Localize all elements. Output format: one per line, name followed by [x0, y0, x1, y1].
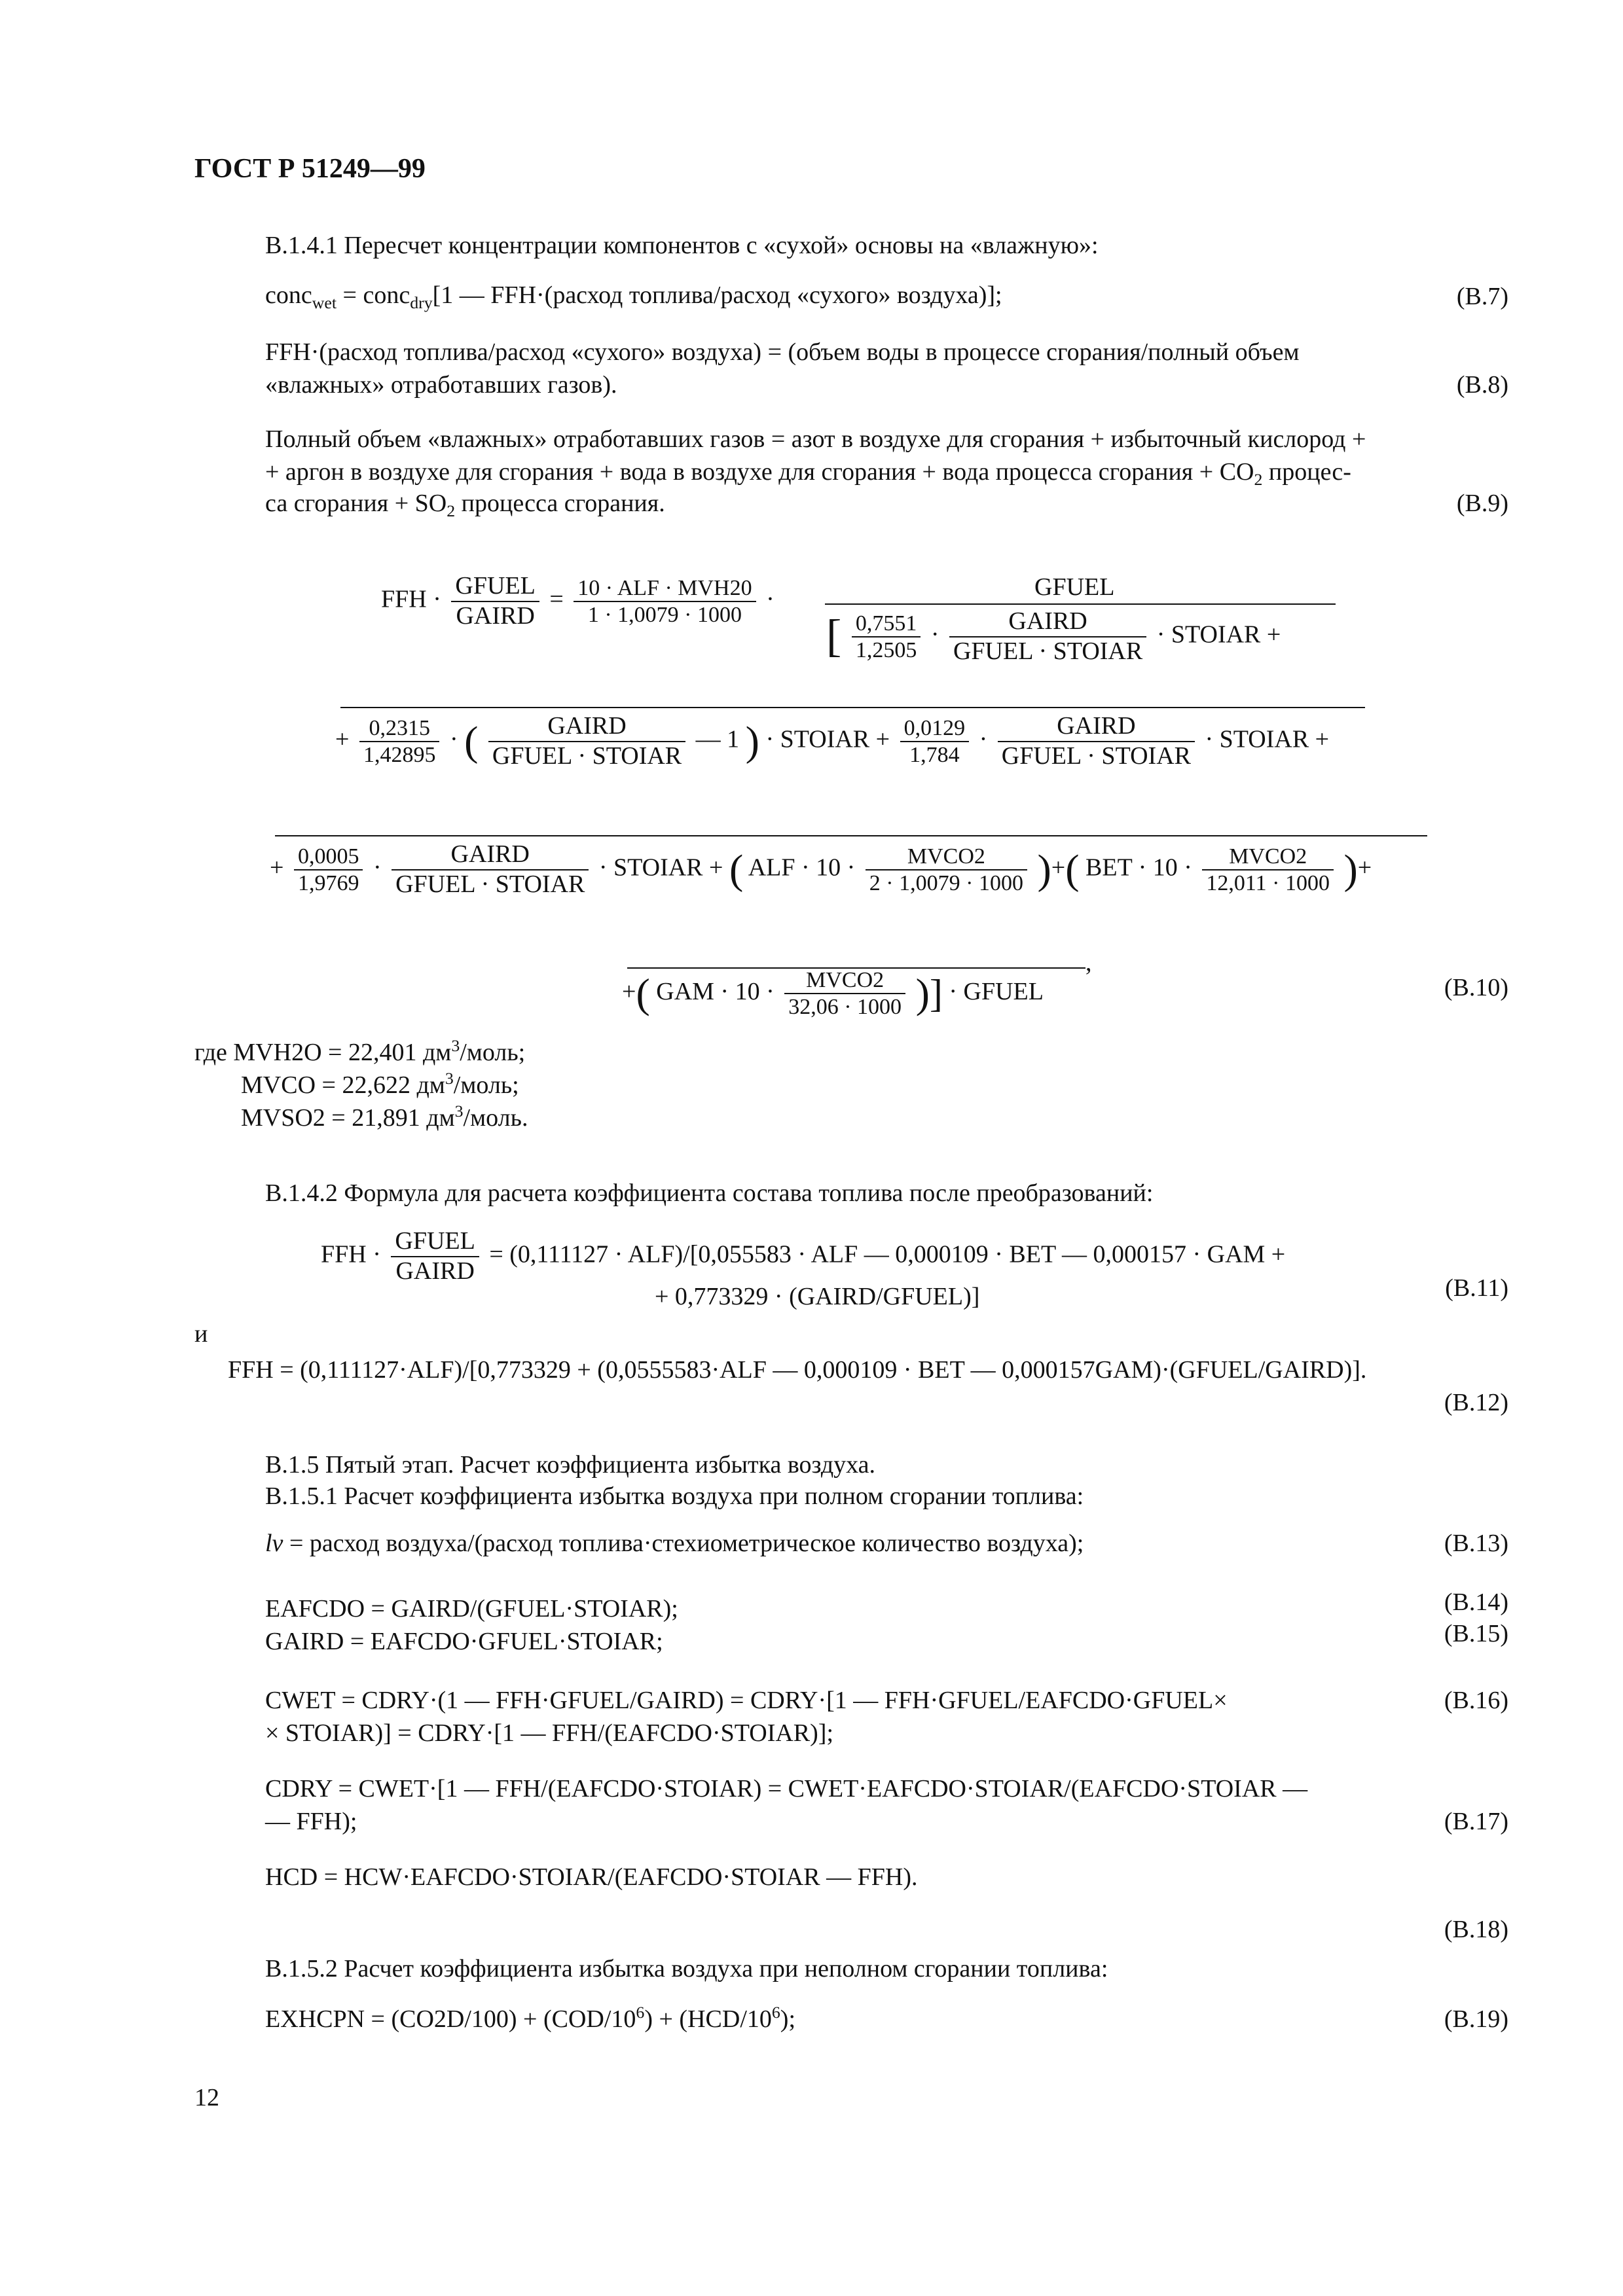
frac-den: 2 · 1,0079 · 1000 [869, 870, 1023, 895]
eq-b11-fraction [391, 1227, 479, 1285]
eq-b7-mid-sub: dry [410, 293, 433, 312]
frac-den: GFUEL · STOIAR [395, 870, 585, 898]
eq-b10-continuation-bar-2 [275, 835, 1427, 836]
eq-b7-lhs: conc [265, 281, 312, 309]
frac-num: MVCO2 [866, 844, 1027, 870]
frac-den: 32,06 · 1000 [788, 995, 902, 1020]
gaird-gfuel-stoiar-fraction-2 [488, 712, 685, 770]
eq-b11-line2: + 0,773329 · (GAIRD/GFUEL)] [655, 1283, 980, 1310]
eq-b10-ffh: FFH [381, 585, 427, 613]
frac-num: GAIRD [488, 712, 685, 742]
eq-b9-line3b: процесса сгорания. [455, 490, 665, 517]
gaird-gfuel-stoiar-fraction-4 [392, 840, 589, 899]
eq-b19-a: EXHCPN = (CO2D/100) + (COD/10 [265, 2005, 636, 2033]
eq-b11-rhs: = (0,111127 · ALF)/[0,055583 · ALF — 0,000109 · BET — 0,000157 · GAM + [489, 1240, 1286, 1268]
plus: + [622, 977, 636, 1005]
where-mvco-text: MVCO = 22,622 дм [241, 1071, 445, 1099]
eq-b14-tag: (В.14) [1444, 1588, 1508, 1616]
frac-num: 0,7551 [852, 611, 921, 637]
plus: + [709, 853, 723, 882]
eq-b9-line2b: процес- [1262, 458, 1351, 486]
mvco2-bet-fraction [1202, 844, 1334, 896]
stoiar-plus: STOIAR + [1219, 725, 1330, 753]
eq-b10-dot: · [433, 585, 441, 613]
sup-3: 3 [451, 1035, 460, 1055]
frac-den: GFUEL · STOIAR [1001, 742, 1191, 770]
gaird-gfuel-stoiar-fraction [949, 607, 1146, 666]
eq-b17-tag: (В.17) [1444, 1808, 1508, 1835]
unit: /моль. [463, 1104, 528, 1132]
eq-b10-row2 [335, 712, 1329, 770]
sup-3: 3 [454, 1101, 464, 1121]
frac-num: GFUEL [451, 572, 539, 602]
frac-den: 1 · 1,0079 · 1000 [587, 602, 742, 627]
eq-b17-line1: CDRY = CWET·[1 — FFH/(EAFCDO·STOIAR) = CWET·EAFCDO·STOIAR/(EAFCDO·STOIAR — [265, 1775, 1308, 1803]
dot: · [979, 725, 988, 753]
eq-b12-tag: (В.12) [1444, 1389, 1508, 1416]
eq-b10-comma: , [1085, 949, 1092, 977]
dot: · [1156, 620, 1165, 649]
eq-b7-mid: = conc [337, 281, 410, 309]
where-mvh2o [194, 1037, 525, 1069]
section-b152-title: В.1.5.2 Расчет коэффициента избытка воздуха при неполном сгорании топлива: [265, 1955, 1108, 1982]
left-bracket: [ [826, 611, 842, 662]
bet-term: BET · 10 · [1085, 853, 1192, 882]
frac-den: 1,2505 [855, 637, 917, 662]
eq-b18-text: HCD = HCW·EAFCDO·STOIAR/(EAFCDO·STOIAR — FFH). [265, 1863, 918, 1891]
eq-b19-b: ) + (HCD/10 [644, 2005, 772, 2033]
left-paren: ( [464, 717, 479, 764]
eq-b9-line3 [265, 488, 665, 520]
frac-num: GFUEL [391, 1227, 479, 1257]
eq-b8-line2: «влажных» отработавших газов). [265, 371, 617, 399]
eq-b8-tag: (В.8) [1456, 371, 1508, 399]
eq-b14-text: EAFCDO = GAIRD/(GFUEL·STOIAR); [265, 1595, 678, 1623]
frac-den: GAIRD [456, 601, 535, 630]
eq-b10-dot2: · [766, 585, 775, 613]
eq-b10-row3 [270, 840, 1372, 899]
eq-b18-tag: (В.18) [1444, 1916, 1508, 1943]
eq-b10-main-fraction-bar [825, 603, 1336, 605]
dot: · [930, 620, 939, 649]
eq-b10-gfuel-gaird-fraction [451, 572, 539, 630]
section-b142-title: В.1.4.2 Формула для расчета коэффициента состава топлива после преобразований: [265, 1179, 1154, 1207]
eq-b13-tag: (В.13) [1444, 1530, 1508, 1557]
dot: · [598, 853, 608, 882]
frac-num: MVCO2 [784, 967, 905, 994]
right-paren: ) [915, 970, 930, 1017]
eq-b11-line1 [321, 1227, 1285, 1285]
eq-b13 [265, 1528, 1084, 1560]
eq-b19-tag: (В.19) [1444, 2005, 1508, 2033]
eq-b9-tag: (В.9) [1456, 490, 1508, 517]
frac-num: 0,0129 [900, 715, 970, 742]
frac-num: 10 · ALF · MVH20 [574, 575, 756, 602]
eq-b16-line2: × STOIAR)] = CDRY·[1 — FFH/(EAFCDO·STOIAR)]; [265, 1719, 834, 1747]
section-b15-title: В.1.5 Пятый этап. Расчет коэффициента избытка воздуха. [265, 1451, 876, 1479]
right-paren: ) [745, 717, 759, 764]
frac-num: GAIRD [392, 840, 589, 870]
where-mvso2 [241, 1103, 528, 1134]
eq-b7-lhs-sub: wet [312, 293, 337, 312]
eq-b10-row4 [622, 967, 1044, 1020]
eq-b9-line1: Полный объем «влажных» отработавших газов = азот в воздухе для сгорания + избыточный кислород + [265, 425, 1366, 453]
dot: · [449, 725, 458, 753]
eq-b7-tag: (В.7) [1456, 283, 1508, 310]
where-mvso2-text: MVSO2 = 21,891 дм [241, 1104, 455, 1132]
frac-num: 0,2315 [359, 715, 440, 742]
end-gfuel: · GFUEL [949, 977, 1044, 1005]
coef-00129 [900, 715, 970, 768]
eq-b8-line1: FFH·(расход топлива/расход «сухого» воздуха) = (объем воды в процессе сгорания/полный объем [265, 338, 1300, 366]
eq-b7-rhs: [1 — FFH·(расход топлива/расход «сухого» воздуха)]; [432, 281, 1002, 309]
frac-den: 1,784 [909, 742, 960, 767]
minus-one: — 1 [695, 725, 740, 753]
sup-6: 6 [636, 2002, 645, 2022]
plus: + [1051, 853, 1066, 882]
left-paren: ( [1065, 846, 1080, 893]
left-paren: ( [729, 846, 744, 893]
plus: + [335, 725, 350, 753]
dot: · [1205, 725, 1214, 753]
eq-b9-line3a: са сгорания + SO [265, 490, 447, 517]
coef-00005 [294, 844, 363, 896]
eq-b17-line2: — FFH); [265, 1808, 357, 1835]
eq-b10-denominator-row1 [826, 607, 1281, 666]
eq-b10-main-numerator: GFUEL [1034, 573, 1115, 601]
eq-b13-lv: lv [265, 1530, 283, 1557]
page-number: 12 [194, 2084, 219, 2111]
frac-num: GAIRD [998, 712, 1195, 742]
eq-b15-tag: (В.15) [1444, 1620, 1508, 1647]
frac-den: GAIRD [395, 1257, 475, 1285]
right-bracket: ] [929, 972, 943, 1016]
eq-b10-continuation-bar-1 [340, 707, 1365, 708]
mvco2-gam-fraction [784, 967, 905, 1020]
eq-b16-tag: (В.16) [1444, 1687, 1508, 1714]
coef-02315 [359, 715, 440, 768]
mvco2-alf-fraction [866, 844, 1027, 896]
document-code: ГОСТ Р 51249—99 [194, 154, 426, 184]
frac-den: GFUEL · STOIAR [953, 637, 1143, 665]
left-paren: ( [636, 970, 650, 1017]
equation-b7 [265, 280, 1002, 312]
dot: · [765, 725, 775, 753]
eq-b10-row1 [381, 572, 775, 630]
unit: /моль; [460, 1039, 526, 1066]
sup-3: 3 [445, 1068, 454, 1088]
eq-b16-line1: CWET = CDRY·(1 — FFH·GFUEL/GAIRD) = CDRY·[1 — FFH·GFUEL/EAFCDO·GFUEL× [265, 1687, 1228, 1714]
right-paren: ) [1037, 846, 1051, 893]
frac-num: 0,0005 [294, 844, 363, 870]
where-mvco [241, 1070, 519, 1102]
eq-b10-alf-fraction [574, 575, 756, 628]
eq-b9-line2 [265, 457, 1351, 488]
plus: + [875, 725, 890, 753]
eq-b10-tag: (В.10) [1444, 974, 1508, 1001]
alf-term: ALF · 10 · [748, 853, 856, 882]
eq-b11-tag: (В.11) [1445, 1274, 1508, 1302]
eq-b9-line3-sub: 2 [447, 501, 456, 520]
eq-b9-line2-sub: 2 [1254, 469, 1263, 489]
frac-den: 12,011 · 1000 [1206, 870, 1330, 895]
stoiar: STOIAR [613, 853, 703, 882]
sup-6: 6 [771, 2002, 780, 2022]
frac-den: 1,42895 [363, 742, 436, 767]
right-paren: ) [1343, 846, 1358, 893]
gaird-gfuel-stoiar-fraction-3 [998, 712, 1195, 770]
frac-num: MVCO2 [1202, 844, 1334, 870]
unit: /моль; [453, 1071, 519, 1099]
frac-den: GFUEL · STOIAR [492, 742, 682, 770]
stoiar-plus: STOIAR + [1171, 620, 1281, 649]
frac-den: 1,9769 [297, 870, 359, 895]
eq-b19 [265, 2004, 795, 2036]
eq-b12-text: FFH = (0,111127·ALF)/[0,773329 + (0,0555583·ALF — 0,000109 · BET — 0,000157GAM)·(GFUEL/GAIRD)]. [228, 1356, 1367, 1384]
plus: + [1357, 853, 1372, 882]
eq-b11-ffh: FFH · [321, 1240, 381, 1268]
gam-term: GAM · 10 · [656, 977, 775, 1005]
eq-b13-text: = расход воздуха/(расход топлива·стехиометрическое количество воздуха); [283, 1530, 1084, 1557]
eq-b10-equals: = [549, 585, 564, 613]
eq-b19-c: ); [780, 2005, 796, 2033]
dot: · [373, 853, 382, 882]
eq-b9-line2a: + аргон в воздухе для сгорания + вода в воздухе для сгорания + вода процесса сгорания + CO [265, 458, 1254, 486]
section-b151-title: В.1.5.1 Расчет коэффициента избытка воздуха при полном сгорании топлива: [265, 1482, 1084, 1510]
plus: + [270, 853, 284, 882]
section-b141-title: В.1.4.1 Пересчет концентрации компонентов с «сухой» основы на «влажную»: [265, 232, 1099, 259]
stoiar: STOIAR [780, 725, 870, 753]
eq-b15-text: GAIRD = EAFCDO·GFUEL·STOIAR; [265, 1628, 663, 1655]
frac-num: GAIRD [949, 607, 1146, 637]
where-mvh2o-text: где MVH2O = 22,401 дм [194, 1039, 452, 1066]
coef-07551 [852, 611, 921, 663]
conjunction-i: и [194, 1320, 208, 1348]
